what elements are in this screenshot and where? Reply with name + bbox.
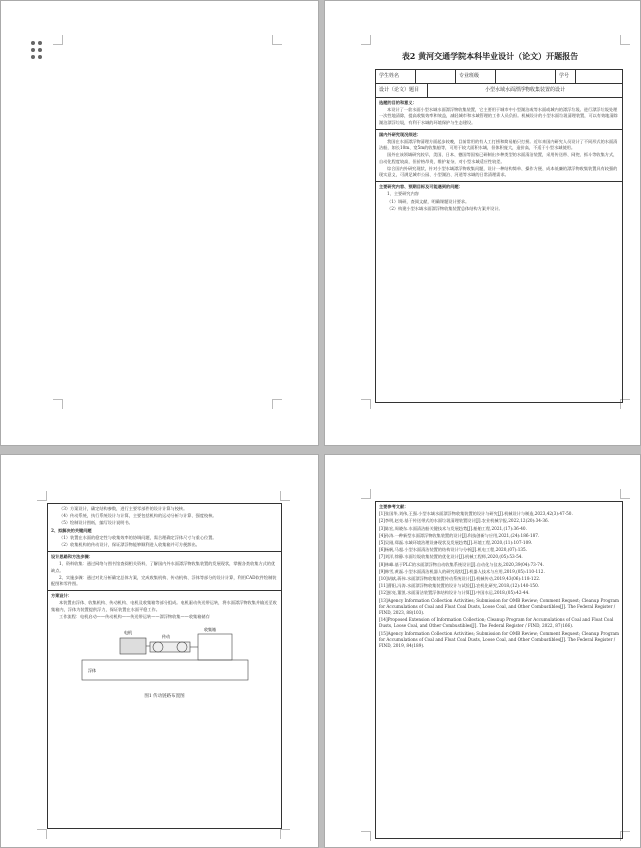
- paragraph: 本装置由浮体、收集机构、传动机构、电机及收集箱等部分组成。电机驱动传送带运转，将水面漂浮物收集并输送至收集箱内，浮体为装置提供浮力，保证装置在水面平稳工作。: [51, 600, 277, 612]
- crop-mark: [272, 399, 282, 409]
- report-title: 表2 黄河交通学院本科毕业设计（论文）开题报告: [401, 51, 579, 61]
- section-heading: 选题的目的和意义：: [379, 100, 417, 105]
- paragraph: 本设计了一款水面小型水域水面漂浮物收集装置，它主要用于城市中小型湖泊或等水面或城内的漂浮垃圾。进行漂浮垃圾处理一次性地清除，提高收集效率和效益，减轻城市和水域管理的工作人员负担。机械设计的小型水面垃圾清理装置，可以有效地清除湖泊漂浮垃圾，有利于水域的环境保护与生态建设。: [379, 107, 618, 125]
- label-motor: 电机: [123, 630, 132, 636]
- drag-handle-icon[interactable]: [31, 41, 42, 59]
- reference-item: [8]林峰.基于PLC的水面漂浮物自动收集系统设计[J].自动化与仪表,2020,39(04):73-74.: [379, 561, 544, 567]
- label-float: 浮体: [87, 668, 96, 674]
- list-item: （1）调研，查阅文献，明确课题设计要求。: [387, 198, 470, 204]
- reference-item: [6]杨帆,马超.小型水面清洁装置的结构设计与分析[J].机电工程,2020,(07):135.: [379, 547, 528, 553]
- references-section: [376, 502, 622, 652]
- topic-row: [376, 84, 622, 98]
- figure-caption: 图1 传动链路布置图: [144, 693, 185, 699]
- document-page-3: [0, 454, 319, 848]
- paragraph: （1）装置在水面的稳定性与收集效率的协调问题，需合理确定浮体尺寸与重心位置。: [59, 534, 217, 540]
- crop-mark: [280, 491, 290, 501]
- proposal-table-continued: [47, 503, 282, 829]
- section-review: [376, 129, 622, 181]
- crop-mark: [37, 491, 47, 501]
- reference-item: [1]张国华,刘伟,王强.小型水域水面漂浮物收集装置的设计与研究[J].机械设计与制造,2023,42(3):47-50.: [379, 511, 573, 517]
- section-content: [376, 181, 622, 215]
- reference-item: [3]陈宏,周晓东.水面清洁船关键技术与发展趋势[J].船舶工程,2021,(17):36-40.: [379, 525, 527, 531]
- paragraph: 1、资料收集：通过网络与图书馆查阅相关资料，了解国内外水面漂浮物收集装置的发展现状，掌握各类收集方式的优缺点。: [51, 561, 276, 573]
- reference-item: [2]李明,赵亮.基于传送带式的水面垃圾清理装置设计[J].农业机械学报,2022,12(20):34-36.: [379, 518, 549, 524]
- reference-item: [11]曹阳,冯涛.水面漂浮物收集装置的设计与试验[J].农机化研究,2018,(12):140-150.: [379, 583, 540, 589]
- crop-mark: [620, 35, 630, 45]
- label-box: 收集箱: [203, 627, 216, 633]
- crop-mark: [272, 35, 282, 45]
- reference-item: [13]Agency Information Collection Activities; Submission for OMB Review; Comment Request; Cleanup Program for Accumulations of Coal and Float Coal Dusts, Loose Coal, and Other Combustibles[J]. The Federal Register / FIND, 2023, 88(103).: [379, 597, 620, 616]
- reference-item: [4]孙涛.一种新型水面漂浮物收集装置的设计[J].科技创新与应用,2021,(24):186-187.: [379, 532, 540, 538]
- paragraph: 我国在水面漂浮物清理方面起步较晚，目前常用的有人工打捞和简易船只打捞。近年来国内研究人员设计了不同形式的水面清洁船，如长10m、宽5m的收集船等，可用于较大面积水域，但体积庞大，造价高，不适于小型水域使用。: [379, 139, 618, 151]
- topic-label: 设计（论文）题目: [376, 84, 428, 97]
- section-design: [48, 590, 281, 699]
- references-table: [375, 501, 623, 839]
- section-heading: 主要研究内容、预期目标及可能遇到的问题：: [379, 184, 463, 190]
- section-heading: 设计思路和方法步骤：: [51, 554, 93, 560]
- section-heading: 国内外研究现况综述：: [379, 131, 421, 137]
- reference-item: [10]胡斌,蒋伟.水面漂浮物收集装置传动系统设计[J].机械传动,2019,43(06):118-122.: [379, 576, 541, 582]
- student-value[interactable]: [416, 70, 456, 83]
- reference-item: [14]Proposed Extension of Information Collection; Cleanup Program for Accumulations of Coal and Float Coal Dusts, Loose Coal, and Other Combustibles[J]. The Federal Register / FIND, 2022, 87(166).: [379, 617, 614, 629]
- reference-item: [7]刘洋,徐静.水面垃圾收集装置的优化设计[J].机械工程师,2020,(05):53-54.: [379, 554, 523, 560]
- section-method: [48, 551, 281, 590]
- paragraph: （3）方案设计，确定结构参数，进行主要零部件的设计计算与校核。: [59, 506, 188, 511]
- id-label: 学号: [556, 70, 576, 83]
- section-purpose: [376, 98, 622, 129]
- float-body: [82, 660, 248, 680]
- diagram-svg: [80, 624, 250, 684]
- header-row: [376, 70, 622, 84]
- reference-item: [15]Agency Information Collection Activities; Submission for OMB Review; Comment Request; Cleanup Program for Accumulations of Coal and Float Coal Dusts, Loose Coal, and Other Combustibles[J]. The Federal Register / FIND, 2019, 84(189).: [379, 630, 620, 649]
- section-heading: 方案设计：: [51, 593, 72, 599]
- list-item: （2）构建小型水域水面漂浮物收集装置总体结构方案并设计。: [387, 205, 503, 211]
- paragraph: 工作流程：电机启动——传动机构——传送带运转——漂浮物收集——收集箱储存: [59, 613, 210, 619]
- crop-mark: [361, 399, 371, 409]
- crop-mark: [280, 829, 290, 839]
- crop-mark: [361, 831, 371, 841]
- crop-mark: [37, 829, 47, 839]
- proposal-table: [375, 69, 623, 403]
- crop-mark: [53, 399, 63, 409]
- paragraph: （2）收集机构的传动设计，保证漂浮物能够顺利进入收集箱并可方便卸出。: [59, 542, 200, 548]
- document-page-4: [324, 454, 641, 848]
- document-page-1: [0, 0, 319, 446]
- student-label: 学生姓名: [376, 70, 416, 83]
- collection-box: [198, 634, 232, 660]
- topic-value[interactable]: 小型水域水面漂浮物收集装置的设计: [484, 87, 565, 93]
- motor-block: [120, 638, 146, 654]
- crop-mark: [53, 35, 63, 45]
- paragraph: 国外在该领域研究较早，美国、日本、德国等国家已研制出多种类型的水面清洁装置，采用传送带、网兜、抓斗等收集方式，自动化程度较高，但价格昂贵，维护复杂，对小型水域适应性较差。: [379, 152, 618, 164]
- reference-item: [9]韩雪,黄磊.小型水面清洁机器人的研究现状[J].机器人技术与应用,2019,(05):110-112.: [379, 568, 545, 574]
- transmission-diagram: [80, 624, 250, 699]
- label-transmission: 传动: [161, 634, 170, 640]
- paragraph: 2、拟解决的关键问题: [51, 527, 92, 533]
- reference-item: [12]彭亮,董凯.水面清洁装置浮体结构设计与计算[J].中国水运,2018,(05):42-44.: [379, 590, 530, 596]
- section-content-cont: [48, 504, 281, 551]
- list-item: 1、主要研究内容: [387, 191, 419, 197]
- paragraph: （4）传动系统，执行系统设计与计算，主要包括机构的运动分析与计算、强度校核。: [59, 513, 217, 519]
- section-heading: 主要参考文献：: [379, 504, 409, 509]
- id-value[interactable]: [576, 70, 622, 83]
- paragraph: （5）绘制设计图纸，编写设计说明书。: [59, 520, 133, 526]
- paragraph: 综合国内外研究现状，针对小型水域漂浮物收集问题，设计一种结构简单、操作方便、成本低廉的漂浮物收集装置具有较强的现实意义，可满足城市公园、小型湖泊、河道等水域的日常清理需求。: [379, 165, 618, 178]
- document-page-2: [324, 0, 641, 446]
- crop-mark: [361, 489, 371, 499]
- paragraph: 2、实施步骤：通过对比分析确定总体方案，完成收集机构、传动机构、浮体等部分的设计计算，利用CAD软件绘制装配图和零件图。: [51, 574, 277, 587]
- reference-item: [5]吴刚,郑磊.水域环境治理设备现状及发展趋势[J].环境工程,2020,(11):107-109.: [379, 540, 533, 546]
- crop-mark: [361, 35, 371, 45]
- major-label: 专业班级: [456, 70, 496, 83]
- transmission-block: [150, 642, 190, 652]
- major-value[interactable]: [496, 70, 556, 83]
- crop-mark: [620, 489, 630, 499]
